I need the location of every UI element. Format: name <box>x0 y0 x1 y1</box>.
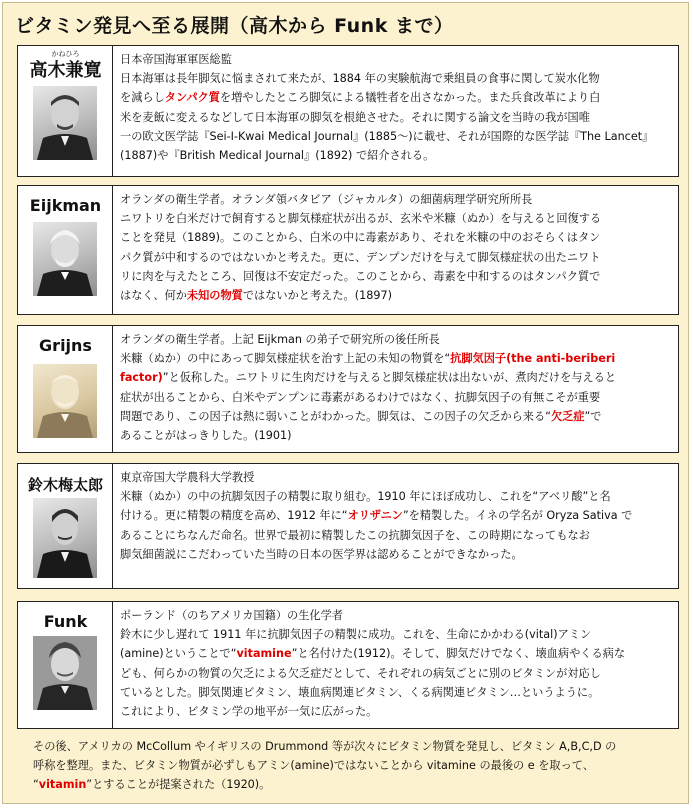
text-line <box>33 756 673 775</box>
text-segment: ことを発見（1889)。このことから、白米の中に毒素があり、それを米糠の中のおそらくはタン <box>120 231 601 245</box>
text-line <box>120 146 672 165</box>
text-segment: ”と仮称した。ニワトリに生肉だけを与えると脚気様症状は出ないが、煮肉だけを与えると <box>162 371 617 385</box>
text-segment: (amine)ということで“ <box>120 647 237 661</box>
text-line <box>120 286 672 305</box>
text-line <box>120 108 672 127</box>
text-line <box>120 368 672 387</box>
text-line <box>120 526 672 545</box>
card-eijkman <box>17 185 679 315</box>
text-line <box>120 248 672 267</box>
highlight-term: 抗脚気因子(the anti-beriberi <box>450 352 616 366</box>
text-segment: 米糠（ぬか）の中の抗脚気因子の精製に取り組む。1910 年にほぼ成功し、これを“アベリ酸”と名 <box>120 490 611 504</box>
portrait-grijns-icon <box>33 364 97 438</box>
text-segment: ”と名付けた(1912)。そして、脚気だけでなく、壊血病やくる病な <box>291 647 626 661</box>
portrait-eijkman-icon <box>33 222 97 296</box>
text-segment: 問題であり、この因子は熱に弱いことがわかった。脚気は、この因子の欠乏から来る“ <box>120 409 551 423</box>
card-grijns <box>17 325 679 453</box>
highlight-term: vitamine <box>236 647 292 661</box>
card-funk <box>17 601 679 729</box>
name-ruby: かねひろ <box>51 50 80 58</box>
text-line <box>120 50 672 69</box>
person-name: Grijns <box>39 336 92 355</box>
text-segment: これにより、ビタミン学の地平が一気に広がった。 <box>120 705 378 719</box>
text-line <box>120 88 672 107</box>
person-name: Funk <box>43 612 88 631</box>
text-line <box>120 228 672 247</box>
text-line <box>120 683 672 702</box>
text-segment: パク質が中和するのではないかと考えた。更に、デンプンだけを与えて脚気様症状の出たニワト <box>120 250 601 264</box>
text-line <box>120 644 672 663</box>
text-segment: 日本帝国海軍軍医総監 <box>120 53 232 66</box>
portrait-cell <box>18 326 113 452</box>
highlight-term: タンパク質 <box>164 91 220 105</box>
text-line <box>120 702 672 721</box>
text-segment: ではないかと考えた。(1897) <box>242 289 392 303</box>
text-segment: 付ける。更に精製の精度を高め、1912 年に“ <box>120 509 348 523</box>
text-line <box>120 506 672 525</box>
card-text <box>120 606 672 721</box>
text-line <box>120 190 672 209</box>
text-line <box>120 606 672 625</box>
portrait-funk-icon <box>33 636 97 710</box>
text-line <box>120 209 672 228</box>
person-name: Eijkman <box>29 196 102 215</box>
portrait-suzuki-icon <box>33 498 97 578</box>
text-segment: を減らし <box>120 91 165 105</box>
card-suzuki <box>17 463 679 589</box>
text-line <box>33 775 673 794</box>
text-line <box>120 468 672 487</box>
text-segment: 症状が出ることから、白米やデンプンに毒素があるわけではなく、抗脚気因子の有無こそが重要 <box>120 390 601 404</box>
person-name: 高木兼寛 <box>29 60 102 81</box>
text-segment: (1887)や『British Medical Journal』(1892) で紹介される。 <box>120 149 435 163</box>
text-segment: 米糠（ぬか）の中にあって脚気様症状を治す上記の未知の物質を“ <box>120 352 451 366</box>
portrait-cell <box>18 602 113 728</box>
text-line <box>120 267 672 286</box>
text-segment: ”を精製した。イネの学名が Oryza Sativa で <box>402 509 633 523</box>
text-segment: 一の欧文医学誌『Sei-I-Kwai Medical Journal』(1885～)に載せ、それが国際的な医学誌『The Lancet』 <box>120 129 654 143</box>
highlight-term: factor) <box>120 371 163 385</box>
text-line <box>120 330 672 349</box>
text-segment: オランダの衛生学者。上記 Eijkman の弟子で研究所の後任所長 <box>120 333 440 346</box>
text-line <box>120 545 672 564</box>
text-segment: 呼称を整理。また、ビタミン物質が必ずしもアミン(amine)ではないことから vitamine の最後の e を取って、 <box>33 759 594 772</box>
page-title: ビタミン発見へ至る展開（高木から Funk まで） <box>15 15 454 37</box>
portrait-cell <box>18 186 113 314</box>
text-line <box>120 625 672 644</box>
text-line <box>120 664 672 683</box>
card-text <box>120 468 672 564</box>
text-line <box>120 487 672 506</box>
text-segment: ポーランド（のちアメリカ国籍）の生化学者 <box>120 609 343 622</box>
highlight-term: オリザニン <box>347 509 403 523</box>
card-text <box>120 50 672 165</box>
text-line <box>120 388 672 407</box>
text-segment: ニワトリを白米だけで飼育すると脚気様症状が出るが、玄米や米糠（ぬか）を与えると回復する <box>120 212 602 226</box>
text-segment: その後、アメリカの McCollum やイギリスの Drummond 等が次々にビタミン物質を発見し、ビタミン A,B,C,D の <box>33 740 617 753</box>
highlight-term: 未知の物質 <box>186 289 243 303</box>
portrait-cell <box>18 46 113 176</box>
text-segment: 脚気細菌説にこだわっていた当時の日本の医学界は認めることができなかった。 <box>120 547 523 561</box>
text-segment: 東京帝国大学農科大学教授 <box>120 471 255 484</box>
text-line <box>120 69 672 88</box>
highlight-term: vitamin <box>38 778 87 791</box>
text-line <box>120 426 672 445</box>
footer-text <box>33 737 673 794</box>
text-segment: はなく、何か <box>120 289 187 303</box>
page-frame <box>2 2 689 804</box>
text-segment: 米を麦飯に変えるなどして日本海軍の脚気を根絶させた。それに関する論文を当時の我が国唯 <box>120 110 590 124</box>
text-segment: オランダの衛生学者。オランダ領バタビア（ジャカルタ）の細菌病理学研究所所長 <box>120 193 533 206</box>
text-segment: あることがはっきりした。(1901) <box>120 429 292 443</box>
text-segment: を増やしたところ脚気による犠牲者を出さなかった。また兵食改革により白 <box>219 91 601 105</box>
card-takaki <box>17 45 679 177</box>
highlight-term: 欠乏症 <box>550 409 585 423</box>
text-line <box>120 127 672 146</box>
text-segment: ”とすることが提案された（1920)。 <box>86 778 271 791</box>
text-segment: “ <box>33 778 39 791</box>
text-segment: ”で <box>584 409 602 423</box>
person-name: 鈴木梅太郎 <box>27 476 103 494</box>
portrait-cell <box>18 464 113 588</box>
text-segment: 日本海軍は長年脚気に悩まされて来たが、1884 年の実験航海で乗組員の食事に関して炭水化物 <box>120 72 600 86</box>
text-segment: ども、何らかの物質の欠乏による欠乏症だとして、それぞれの病気ごとに別のビタミンが対応し <box>120 666 601 680</box>
text-line <box>120 349 672 368</box>
text-line <box>120 407 672 426</box>
text-segment: リに肉を与えたところ、回復は不安定だった。このことから、毒素を中和するのはタンパク質で <box>120 269 601 283</box>
portrait-takaki-icon <box>33 86 97 160</box>
card-text <box>120 190 672 305</box>
card-text <box>120 330 672 445</box>
text-segment: ているとした。脚気関連ビタミン、壊血病関連ビタミン、くる病関連ビタミン…というように。 <box>120 685 600 699</box>
text-line <box>33 737 673 756</box>
text-segment: あることにちなんだ命名。世界で最初に精製したこの抗脚気因子を、この時期になってもなお <box>120 528 590 542</box>
text-segment: 鈴木に少し遅れて 1911 年に抗脚気因子の精製に成功。これを、生命にかかわる(vital)アミン <box>120 628 592 642</box>
